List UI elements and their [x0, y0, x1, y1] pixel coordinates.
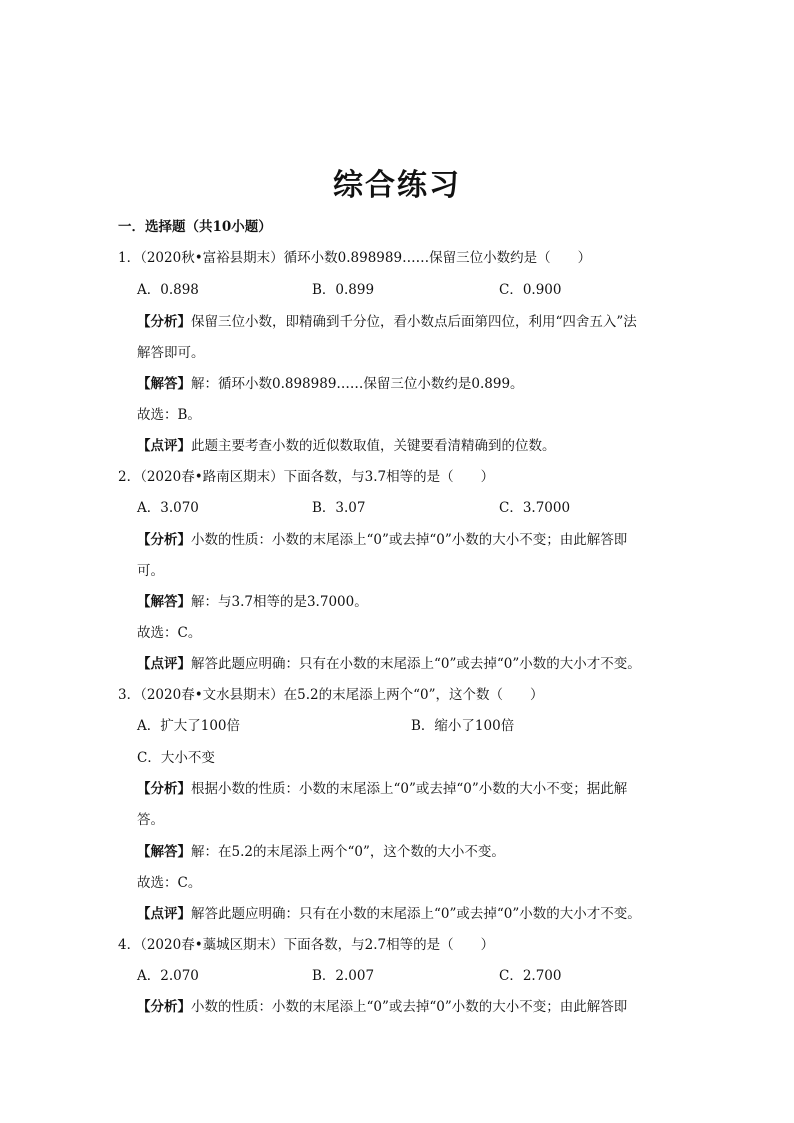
question-2-stem: 2．（2020春•路南区期末）下面各数，与3.7相等的是（ ）	[118, 469, 495, 485]
analysis-text: 小数的性质：小数的末尾添上“0”或去掉“0”小数的大小不变；由此解答即	[191, 999, 628, 1015]
question-1-stem: 1．（2020秋•富裕县期末）循环小数0.898989……保留三位小数约是（ ）	[118, 250, 592, 266]
question-3-choice: 故选：C。	[137, 875, 202, 891]
question-3-answer	[137, 843, 505, 861]
question-1-choice: 故选：B。	[137, 407, 201, 423]
question-2-option-a: A．3.070	[137, 500, 199, 516]
answer-text: 解：循环小数0.898989……保留三位小数约是0.899。	[191, 376, 524, 392]
question-2-answer	[137, 593, 368, 611]
answer-tag: 【解答】	[137, 594, 191, 610]
question-3-analysis-cont: 答。	[137, 812, 164, 828]
question-2-option-c: C．3.7000	[499, 500, 571, 516]
analysis-text: 小数的性质：小数的末尾添上“0”或去掉“0”小数的大小不变；由此解答即	[191, 532, 628, 548]
question-4-option-c: C．2.700	[499, 968, 562, 984]
comment-text: 解答此题应明确：只有在小数的末尾添上“0”或去掉“0”小数的大小才不变。	[191, 656, 641, 672]
analysis-tag: 【分析】	[137, 781, 191, 797]
question-2-analysis	[137, 531, 627, 549]
question-4-option-b: B．2.007	[312, 968, 375, 984]
analysis-tag: 【分析】	[137, 532, 191, 548]
analysis-tag: 【分析】	[137, 999, 191, 1015]
question-3-comment	[137, 905, 641, 923]
answer-text: 解：在5.2的末尾添上两个“0”，这个数的大小不变。	[191, 844, 505, 860]
question-2-analysis-cont: 可。	[137, 563, 164, 579]
question-1-analysis-cont: 解答即可。	[137, 345, 205, 361]
comment-tag: 【点评】	[137, 438, 191, 454]
question-4-analysis	[137, 998, 627, 1016]
comment-tag: 【点评】	[137, 906, 191, 922]
question-3-option-a: A．扩大了100倍	[137, 718, 241, 734]
question-4-option-a: A．2.070	[137, 968, 199, 984]
answer-tag: 【解答】	[137, 844, 191, 860]
question-3-stem: 3．（2020春•文水县期末）在5.2的末尾添上两个“0”，这个数（ ）	[118, 687, 544, 703]
analysis-text: 根据小数的性质：小数的末尾添上“0”或去掉“0”小数的大小不变；据此解	[191, 781, 628, 797]
question-1-answer	[137, 375, 524, 393]
answer-text: 解：与3.7相等的是3.7000。	[191, 594, 368, 610]
question-1-analysis	[137, 313, 637, 331]
question-2-choice: 故选：C。	[137, 625, 202, 641]
page-title: 综合练习	[333, 168, 461, 203]
question-3-analysis	[137, 780, 627, 798]
question-1-option-c: C．0.900	[499, 282, 562, 298]
section-heading: 一．选择题（共10小题）	[118, 219, 272, 235]
comment-tag: 【点评】	[137, 656, 191, 672]
question-1-option-b: B．0.899	[312, 282, 375, 298]
question-4-stem: 4．（2020春•藁城区期末）下面各数，与2.7相等的是（ ）	[118, 937, 495, 953]
question-1-option-a: A．0.898	[137, 282, 199, 298]
comment-text: 此题主要考查小数的近似数取值，关键要看清精确到的位数。	[191, 438, 556, 454]
question-1-comment	[137, 437, 556, 455]
answer-tag: 【解答】	[137, 376, 191, 392]
question-2-comment	[137, 655, 641, 673]
analysis-tag: 【分析】	[137, 314, 191, 330]
question-3-option-b: B．缩小了100倍	[411, 718, 515, 734]
comment-text: 解答此题应明确：只有在小数的末尾添上“0”或去掉“0”小数的大小才不变。	[191, 906, 641, 922]
question-2-option-b: B．3.07	[312, 500, 366, 516]
question-3-option-c: C．大小不变	[137, 750, 215, 766]
analysis-text: 保留三位小数，即精确到千分位，看小数点后面第四位，利用“四舍五入”法	[191, 314, 637, 330]
